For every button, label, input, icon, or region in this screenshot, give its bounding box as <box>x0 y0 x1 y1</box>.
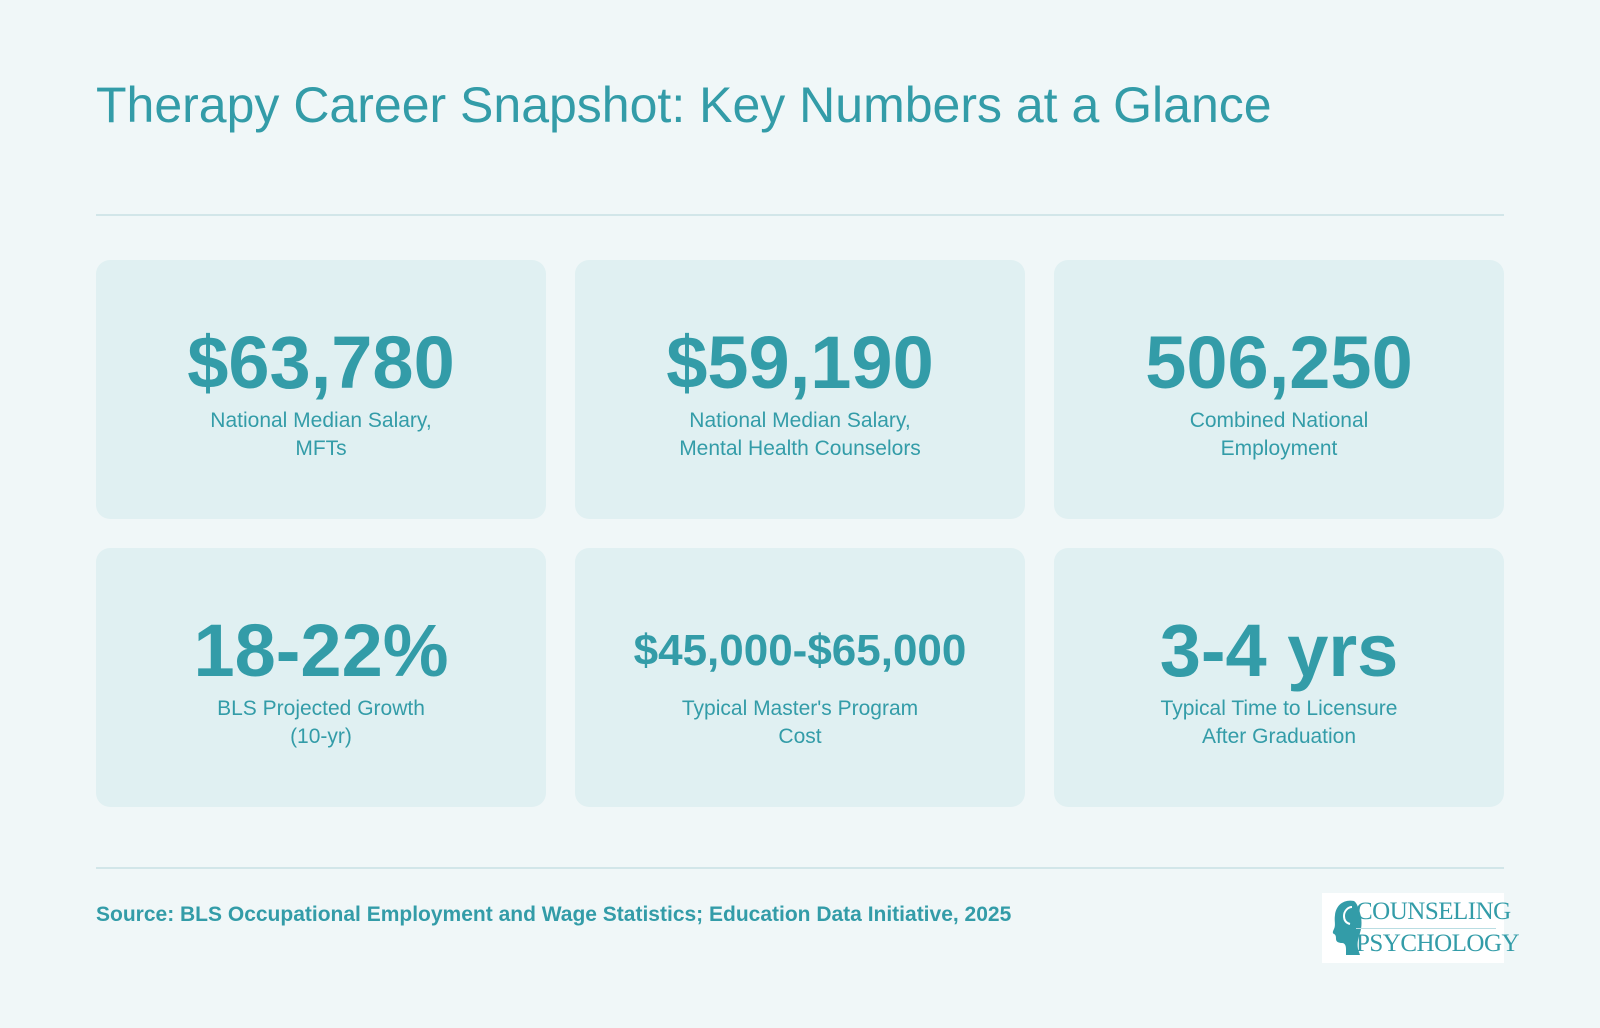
stat-label-line: National Median Salary, <box>689 408 911 432</box>
stat-label-line: National Median Salary, <box>210 408 432 432</box>
stat-label-line: Combined National <box>1189 408 1369 432</box>
stat-label-line: Employment <box>1220 436 1338 460</box>
stat-label <box>210 407 431 463</box>
stat-card-employment <box>1054 260 1504 519</box>
stat-label-line: Cost <box>778 724 822 748</box>
stat-card-licensure-time <box>1054 548 1504 807</box>
stat-value: 18-22% <box>193 608 449 692</box>
stat-value: $59,190 <box>666 320 934 404</box>
stat-label <box>679 407 921 463</box>
logo-word-psychology: PSYCHOLOGY <box>1356 930 1520 957</box>
stat-card-counselor-salary <box>575 260 1025 519</box>
stat-value: 506,250 <box>1145 320 1413 404</box>
stat-label-line: MFTs <box>295 436 347 460</box>
stat-label-line: After Graduation <box>1201 724 1357 748</box>
counseling-psychology-logo <box>1322 893 1520 963</box>
stat-card-mft-salary <box>96 260 546 519</box>
bottom-divider <box>96 867 1504 869</box>
source-citation: Source: BLS Occupational Employment and Wage Statistics; Education Data Initiative, 2025 <box>96 903 1012 926</box>
stat-label-line: (10-yr) <box>290 724 352 748</box>
stat-label <box>1190 407 1369 463</box>
stat-label <box>217 695 425 751</box>
page-title: Therapy Career Snapshot: Key Numbers at a Glance <box>96 77 1272 133</box>
stat-value: $63,780 <box>187 320 455 404</box>
logo-word-counseling: COUNSELING <box>1356 898 1511 925</box>
stat-label-line: Mental Health Counselors <box>679 436 921 460</box>
stat-label-line: BLS Projected Growth <box>217 696 425 720</box>
stat-card-growth <box>96 548 546 807</box>
stat-card-program-cost <box>575 548 1025 807</box>
stat-value: $45,000-$65,000 <box>633 625 967 675</box>
stat-label-line: Typical Time to Licensure <box>1160 696 1398 720</box>
stat-label <box>682 695 918 751</box>
top-divider <box>96 214 1504 216</box>
stats-grid <box>96 260 1504 807</box>
stat-label-line: Typical Master's Program <box>681 696 919 720</box>
stat-value: 3-4 yrs <box>1159 608 1399 692</box>
stat-label <box>1161 695 1398 751</box>
